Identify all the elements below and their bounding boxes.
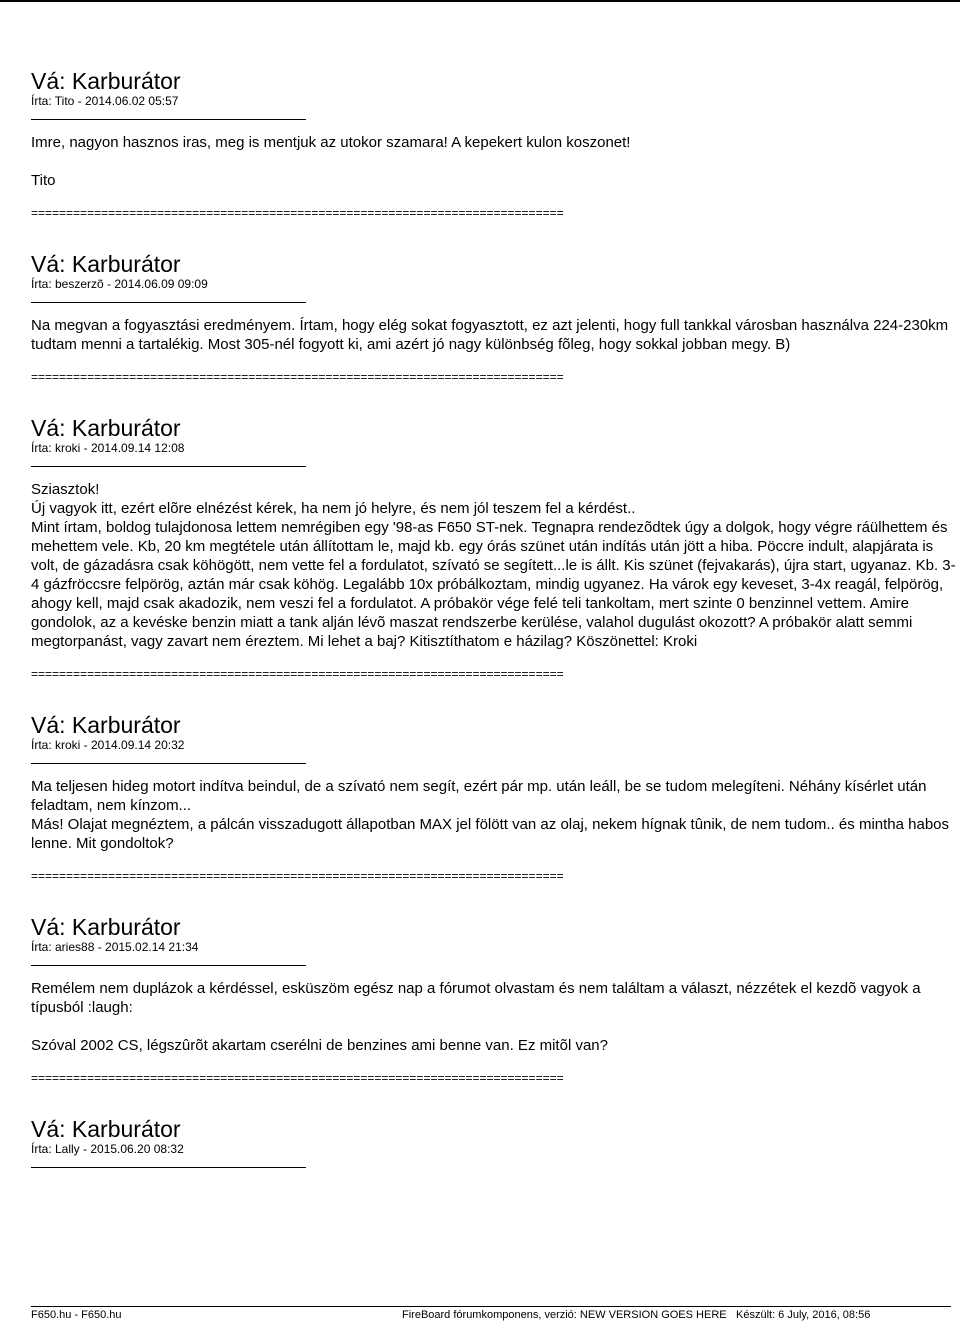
forum-post [31, 1116, 956, 1168]
footer-site: F650.hu - F650.hu [31, 1309, 122, 1321]
post-meta: Írta: beszerzõ - 2014.06.09 09:09 [31, 277, 208, 291]
forum-post [31, 251, 956, 384]
post-title: Vá: Karburátor [31, 68, 181, 94]
post-body [31, 777, 956, 853]
post-meta: Írta: kroki - 2014.09.14 20:32 [31, 738, 185, 752]
meta-separator [31, 302, 306, 303]
post-body [31, 316, 956, 354]
post-paragraph: Ma teljesen hideg motort indítva beindul, de a szívató nem segít, ezért pár mp. után leáll, be se tudom melegíteni. Néhány kísérlet után feladtam, nem kínzom... Más! Olajat megnéztem, a pálcán visszadugott állapotban MAX jel fölött van az olaj, nekem hígnak tûnik, de nem tudom.. és mintha habos lenne. Mit gondoltok? [31, 778, 950, 852]
forum-post [31, 914, 956, 1085]
post-title: Vá: Karburátor [31, 914, 181, 940]
post-meta: Írta: aries88 - 2015.02.14 21:34 [31, 940, 199, 954]
post-divider: ============================================================================ [31, 206, 564, 220]
post-paragraph: Tito [31, 172, 56, 189]
post-paragraph: Imre, nagyon hasznos iras, meg is mentjuk az utokor szamara! A kepekert kulon koszonet! [31, 134, 631, 151]
post-divider: ============================================================================ [31, 667, 564, 681]
post-divider: ============================================================================ [31, 1071, 564, 1085]
meta-separator [31, 763, 306, 764]
post-meta: Írta: Tito - 2014.06.02 05:57 [31, 94, 179, 108]
meta-separator [31, 1167, 306, 1168]
meta-separator [31, 119, 306, 120]
forum-post [31, 415, 956, 681]
post-title: Vá: Karburátor [31, 1116, 181, 1142]
post-divider: ============================================================================ [31, 869, 564, 883]
post-meta: Írta: kroki - 2014.09.14 12:08 [31, 441, 185, 455]
post-title: Vá: Karburátor [31, 251, 181, 277]
post-body [31, 480, 956, 651]
forum-post [31, 712, 956, 883]
meta-separator [31, 965, 306, 966]
meta-separator [31, 466, 306, 467]
footer-component: FireBoard fórumkomponens, verzió: NEW VERSION GOES HERE [402, 1309, 727, 1321]
top-rule [0, 0, 960, 2]
post-paragraph: Sziasztok! Új vagyok itt, ezért elõre elnézést kérek, ha nem jó helyre, és nem jól teszem fel a kérdést.. Mint írtam, boldog tulajdonosa lettem nemrégiben egy '98-as F650 ST-nek. Tegnapra rendezõdtek úgy a dolgok, hogy végre ráülhettem és mehettem vele. Kb, 20 km megtétele után állítottam le, majd kb. egy órás szünet után indítás után jött a hiba. Pöccre indult, alapjárata is volt, de gázadásra csak köhögött, nem vette fel a fordulatot, szívató se segített...le is állt. Kis szünet (fejvakarás), újra start, ugyanaz. Kb. 3-4 gázfröccsre felpörög, aztán már csak köhög. Legalább 10x próbálkoztam, mindig ugyanez. Ha várok egy keveset, 3-4x reagál, felpörög, ahogy kell, majd csak akadozik, nem veszi fel a fordulatot. A próbakör vége felé teli tankoltam, mert szinte 0 benzinnel vettem. Amire gondolok, az a kevéske benzin miatt a tank alján lévõ maszat rendszerbe kerülése, valahol dugulást okozott? A próbakör alatt semmi megtorpanást, vagy zavart nem éreztem. Mi lehet a baj? Kitisztíthatom e házilag? Köszönettel: Kroki [31, 481, 956, 650]
post-body [31, 133, 956, 190]
post-title: Vá: Karburátor [31, 712, 181, 738]
post-meta: Írta: Lally - 2015.06.20 08:32 [31, 1142, 184, 1156]
post-body [31, 979, 956, 1055]
post-paragraph: Szóval 2002 CS, légszûrõt akartam cserélni de benzines ami benne van. Ez mitõl van? [31, 1037, 608, 1054]
post-paragraph: Remélem nem duplázok a kérdéssel, esküszöm egész nap a fórumot olvastam és nem találtam a választ, nézzétek el kezdõ vagyok a típusból :laugh: [31, 980, 925, 1016]
post-title: Vá: Karburátor [31, 415, 181, 441]
footer-generated: Készült: 6 July, 2016, 08:56 [736, 1309, 871, 1321]
footer-rule [31, 1306, 951, 1307]
forum-post [31, 68, 956, 220]
post-paragraph: Na megvan a fogyasztási eredményem. Írtam, hogy elég sokat fogyasztott, ez azt jelenti, hogy full tankkal városban használva 224-230km tudtam menni a tartalékig. Most 305-nél fogyott ki, ami azért jó nagy különbség fõleg, hogy sokkal jobban megy. B) [31, 317, 953, 353]
post-divider: ============================================================================ [31, 370, 564, 384]
forum-thread [31, 68, 956, 1168]
